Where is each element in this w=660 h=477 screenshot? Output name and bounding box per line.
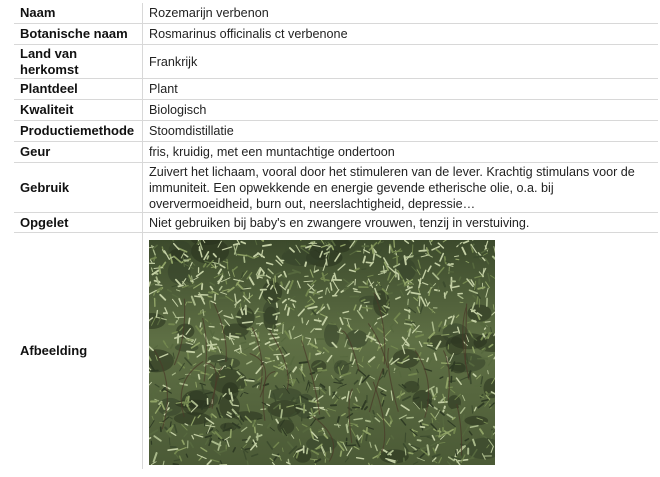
label-productiemethode: Productiemethode: [14, 121, 143, 142]
row-kwaliteit: [14, 100, 658, 121]
label-botanische-naam: Botanische naam: [14, 24, 143, 45]
value-productiemethode: Stoomdistillatie: [143, 121, 659, 142]
value-naam: Rozemarijn verbenon: [143, 3, 659, 24]
value-plantdeel: Plant: [143, 79, 659, 100]
value-opgelet: Niet gebruiken bij baby's en zwangere vrouwen, tenzij in verstuiving.: [143, 213, 659, 233]
label-gebruik: Gebruik: [14, 163, 143, 213]
row-opgelet: [14, 213, 658, 233]
label-naam: Naam: [14, 3, 143, 24]
row-plantdeel: [14, 79, 658, 100]
row-botanische-naam: [14, 24, 658, 45]
row-gebruik: [14, 163, 658, 213]
value-land-van-herkomst: Frankrijk: [143, 45, 659, 79]
value-kwaliteit: Biologisch: [143, 100, 659, 121]
label-plantdeel: Plantdeel: [14, 79, 143, 100]
row-land-van-herkomst: [14, 45, 658, 79]
row-afbeelding: [14, 233, 658, 470]
label-afbeelding: Afbeelding: [14, 233, 143, 470]
label-kwaliteit: Kwaliteit: [14, 100, 143, 121]
label-geur: Geur: [14, 142, 143, 163]
value-geur: fris, kruidig, met een muntachtige ondertoon: [143, 142, 659, 163]
label-land-van-herkomst: Land van herkomst: [14, 45, 143, 79]
value-botanische-naam: Rosmarinus officinalis ct verbenone: [143, 24, 659, 45]
product-info-table: [14, 3, 658, 469]
rosemary-plant-photo: [149, 240, 495, 465]
value-gebruik: Zuivert het lichaam, vooral door het stimuleren van de lever. Krachtig stimulans voor de immuniteit. Een opwekkende en energie gevende etherische olie, o.a. bij oververmoeidheid, burn out, neerslachtigheid, depressie…: [143, 163, 659, 213]
value-afbeelding: [143, 233, 659, 470]
row-geur: [14, 142, 658, 163]
row-naam: [14, 3, 658, 24]
row-productiemethode: [14, 121, 658, 142]
label-opgelet: Opgelet: [14, 213, 143, 233]
